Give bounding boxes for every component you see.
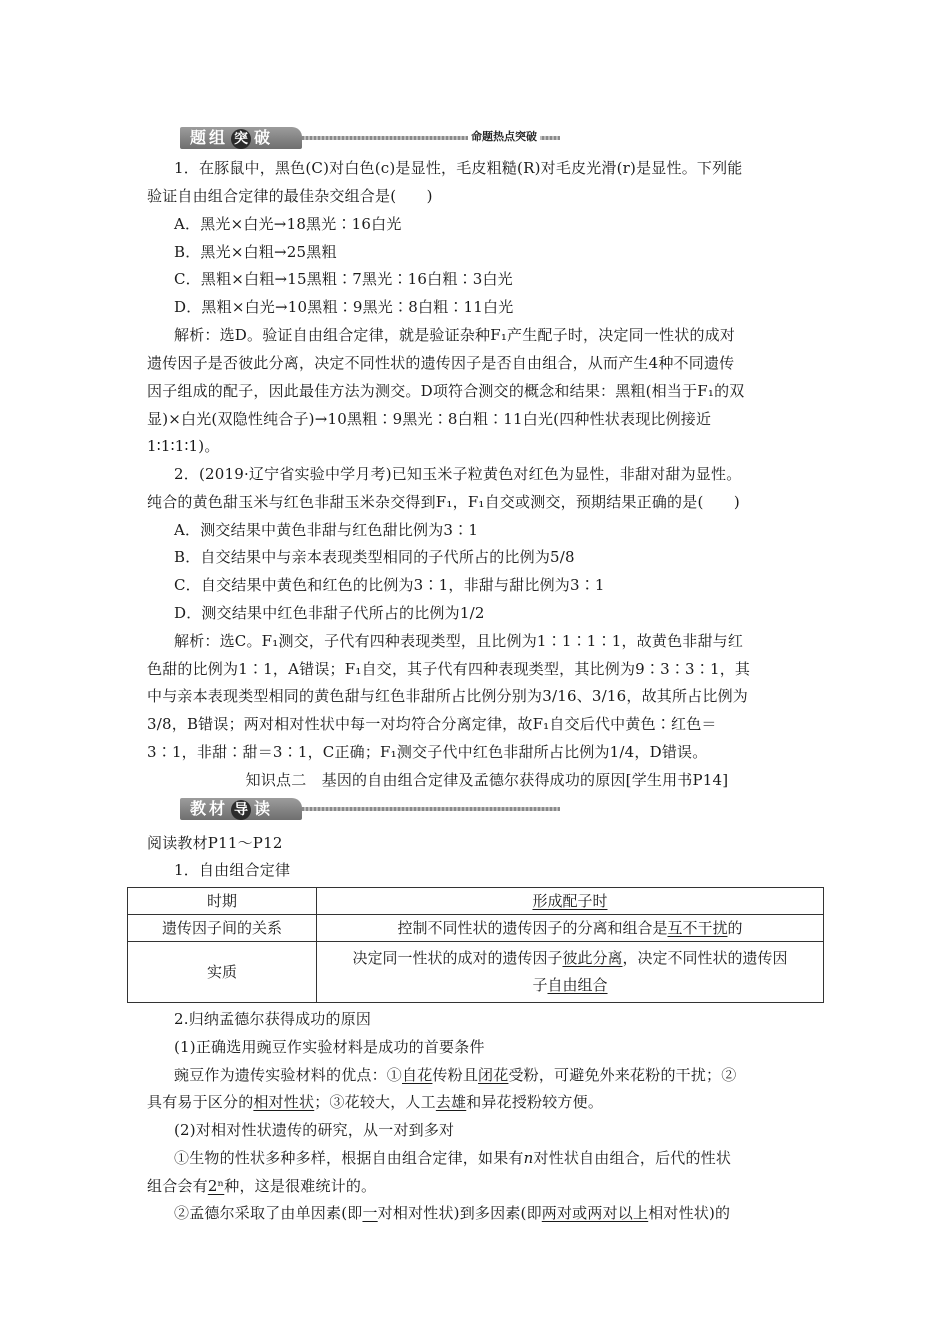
point-2-sub1 — [174, 1147, 731, 1169]
banner-title — [180, 127, 302, 149]
underlined-answer: 互不干扰 — [667, 919, 728, 937]
q1-analysis-l3: 因子组成的配子，因此最佳方法为测交。D项符合测交的概念和结果：黑粗(相当于F₁的双 — [147, 382, 745, 400]
q1-option-a: A．黑光×白光→18黑光∶16白光 — [174, 215, 402, 233]
banner-tag: 命题热点突破 — [468, 129, 540, 145]
q1-stem-cont: 验证自由组合定律的最佳杂交组合是( ) — [147, 187, 433, 205]
text-run: 对性状自由组合，后代的性状 — [533, 1149, 732, 1167]
q1-analysis-l4: 显)×白光(双隐性纯合子)→10黑粗∶9黑光∶8白粗∶11白光(四种性状表现比例接近 — [147, 410, 712, 428]
q2-analysis-l2: 色甜的比例为1∶1，A错误；F₁自交，其子代有四种表现类型，其比例为9∶3∶3∶1，其 — [147, 660, 751, 678]
underlined-answer: 一 — [362, 1204, 378, 1222]
section-banner-reading — [180, 798, 560, 820]
text-run: 种，这是很难统计的。 — [224, 1177, 377, 1195]
q2-option-b: B．自交结果中与亲本表现类型相同的子代所占的比例为5/8 — [174, 548, 575, 566]
q2-analysis-l4: 3/8，B错误；两对相对性状中每一对均符合分离定律，故F₁自交后代中黄色∶红色＝ — [147, 715, 717, 733]
q1-option-b: B．黑光×白粗→25黑粗 — [174, 243, 337, 261]
q1-analysis-l5: 1∶1∶1∶1)。 — [147, 437, 220, 455]
banner-title-part2: 读 — [254, 799, 274, 818]
table-cell-label: 遗传因子间的关系 — [128, 915, 317, 942]
text-run: 传粉且 — [432, 1066, 479, 1084]
text-run: 具有易于区分的 — [147, 1093, 254, 1111]
text-run: 对相对性状)到多因素(即 — [377, 1204, 542, 1222]
pea-advantages — [174, 1064, 736, 1086]
underlined-answer: 闭花 — [478, 1066, 509, 1084]
text-run: ②孟德尔采取了由单因素(即 — [174, 1204, 363, 1222]
banner-title-part1: 教材 — [190, 799, 229, 818]
q2-stem-cont: 纯合的黄色甜玉米与红色非甜玉米杂交得到F₁，F₁自交或测交，预期结果正确的是( ) — [147, 493, 740, 511]
underlined-answer: 相对性状 — [253, 1093, 315, 1111]
text-run: 和异花授粉较方便。 — [466, 1093, 604, 1111]
text-run: ；③花较大，人工 — [314, 1093, 436, 1111]
text-run: ①生物的性状多种多样，根据自由组合定律，如果有 — [174, 1149, 524, 1167]
cell-text: 控制不同性状的遗传因子的分离和组合是 — [397, 919, 668, 937]
q2-stem: 2．(2019·辽宁省实验中学月考)已知玉米子粒黄色对红色为显性，非甜对甜为显性。 — [174, 465, 742, 483]
cell-text: 的 — [727, 919, 743, 937]
point-1: (1)正确选用豌豆作实验材料是成功的首要条件 — [174, 1038, 485, 1056]
point-2-sub2 — [174, 1202, 730, 1224]
banner-title-part1: 题组 — [190, 128, 229, 147]
underlined-answer: 自由组合 — [547, 976, 608, 994]
q2-option-c: C．自交结果中黄色和红色的比例为3∶1，非甜与甜比例为3∶1 — [174, 576, 605, 594]
point-2-sub1-cont — [147, 1175, 376, 1197]
q1-option-c: C．黑粗×白粗→15黑粗∶7黑光∶16白粗∶3白光 — [174, 270, 513, 288]
underlined-answer: 去雄 — [435, 1093, 467, 1111]
q2-option-d: D．测交结果中红色非甜子代所占的比例为1/2 — [174, 604, 485, 622]
banner-circle-char: 导 — [231, 800, 251, 820]
underlined-answer: 形成配子时 — [532, 892, 608, 910]
banner-rule — [298, 807, 560, 811]
cell-text: 子 — [532, 976, 548, 994]
table-cell-label: 时期 — [128, 888, 317, 915]
point-2: (2)对相对性状遗传的研究，从一对到多对 — [174, 1121, 455, 1139]
table-cell-value — [317, 942, 824, 1003]
text-run: 组合会有 — [147, 1177, 208, 1195]
table-row — [128, 915, 824, 942]
section-banner-practice — [180, 127, 560, 149]
underlined-answer: 2ⁿ — [207, 1177, 225, 1195]
italic-var: n — [523, 1149, 534, 1167]
table-row — [128, 942, 824, 1003]
q1-stem: 1．在豚鼠中，黑色(C)对白色(c)是显性，毛皮粗糙(R)对毛皮光滑(r)是显性。下列能 — [174, 159, 743, 177]
law-table — [127, 887, 824, 1003]
table-row — [128, 888, 824, 915]
reading-range: 阅读教材P11～P12 — [147, 834, 283, 852]
table-cell-value — [317, 888, 824, 915]
banner-title-part2: 破 — [254, 128, 274, 147]
banner-title — [180, 798, 302, 820]
underlined-answer: 自花 — [402, 1066, 433, 1084]
q1-option-d: D．黑粗×白光→10黑粗∶9黑光∶8白粗∶11白光 — [174, 298, 514, 316]
q1-analysis-l2: 遗传因子是否彼此分离，决定不同性状的遗传因子是否自由组合，从而产生4种不同遗传 — [147, 354, 735, 372]
q2-analysis: 解析：选C。F₁测交，子代有四种表现类型，且比例为1∶1∶1∶1，故黄色非甜与红 — [174, 632, 744, 650]
table-cell-label: 实质 — [128, 942, 317, 1003]
q2-option-a: A．测交结果中黄色非甜与红色甜比例为3∶1 — [174, 521, 479, 539]
pea-advantages-cont — [147, 1091, 603, 1113]
underlined-answer: 两对或两对以上 — [541, 1204, 649, 1222]
heading-free-combination: 1．自由组合定律 — [174, 861, 291, 879]
q2-analysis-l3: 中与亲本表现类型相同的黄色甜与红色非甜所占比例分别为3/16、3/16，故其所占比例为 — [147, 687, 748, 705]
text-run: 豌豆作为遗传实验材料的优点：① — [174, 1066, 403, 1084]
text-run: 受粉，可避免外来花粉的干扰；② — [508, 1066, 737, 1084]
heading-success-reasons: 2.归纳孟德尔获得成功的原因 — [174, 1010, 372, 1028]
cell-text: 决定同一性状的成对的遗传因子 — [352, 949, 563, 967]
underlined-answer: 彼此分离 — [562, 949, 623, 967]
text-run: 相对性状)的 — [648, 1204, 731, 1222]
q2-analysis-l5: 3∶1，非甜∶甜＝3∶1，C正确；F₁测交子代中红色非甜所占比例为1/4，D错误。 — [147, 743, 708, 761]
table-cell-value — [317, 915, 824, 942]
q1-analysis: 解析：选D。验证自由组合定律，就是验证杂种F₁产生配子时，决定同一性状的成对 — [174, 326, 736, 344]
cell-text: ，决定不同性状的遗传因 — [622, 949, 788, 967]
banner-circle-char: 突 — [231, 129, 251, 149]
section-title: 知识点二 基因的自由组合定律及孟德尔获得成功的原因[学生用书P14] — [245, 771, 729, 789]
